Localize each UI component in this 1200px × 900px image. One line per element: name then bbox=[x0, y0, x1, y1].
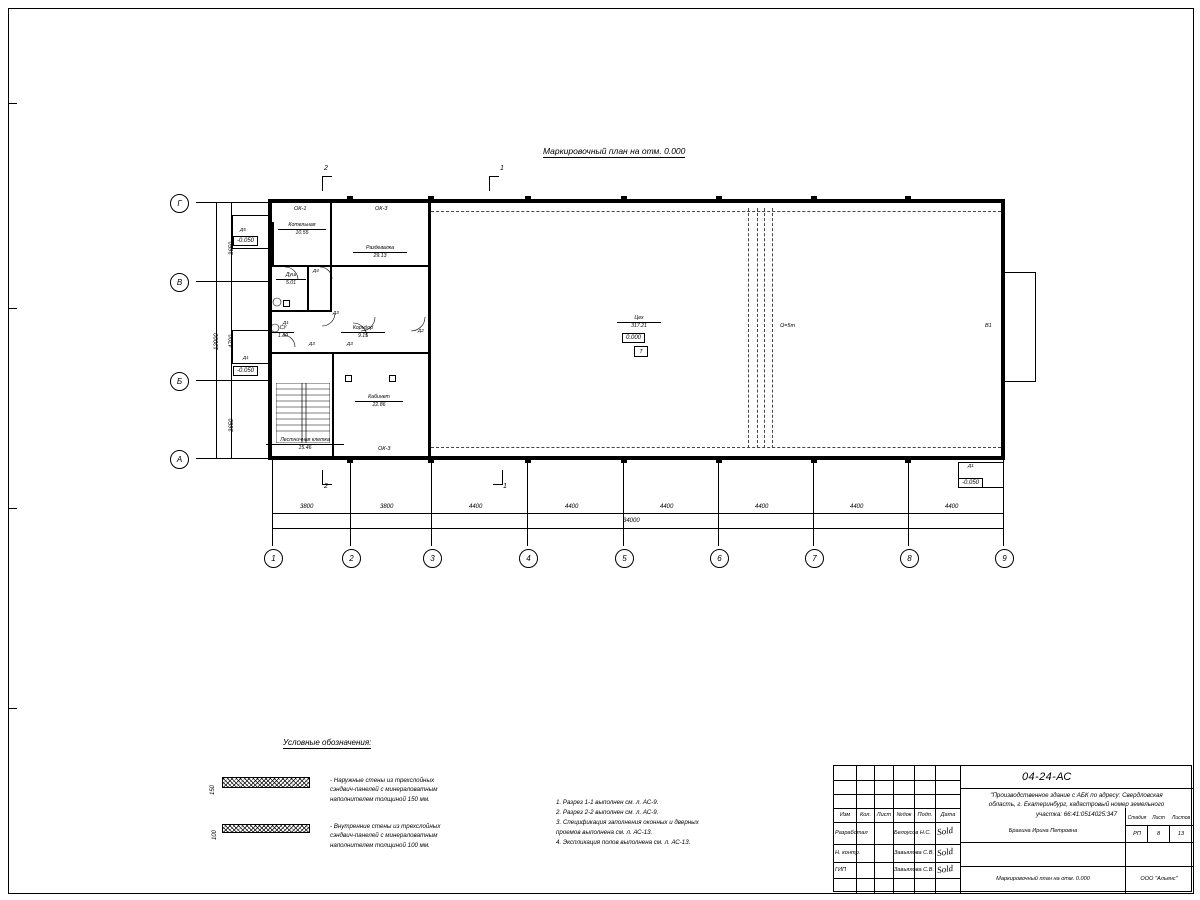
section-mark: 2 bbox=[324, 483, 328, 490]
column bbox=[621, 196, 627, 203]
col-kol: Кол. bbox=[860, 812, 871, 819]
door-marker: Д1 bbox=[283, 320, 289, 325]
dim-chain-h1 bbox=[272, 513, 1003, 514]
room-label: Лестничная клетка 15.46 bbox=[266, 437, 344, 452]
axis-bubble-b: Б bbox=[170, 372, 189, 391]
axis-line-8 bbox=[908, 460, 909, 546]
axis-line-7 bbox=[813, 460, 814, 546]
sheet-title: Маркировочный план на отм. 0.000 bbox=[996, 875, 1090, 882]
name-normcontrol: Завьялова С.В. bbox=[894, 849, 935, 856]
room-label: СУ 1.80 bbox=[272, 325, 294, 340]
axis-line-5 bbox=[623, 460, 624, 546]
column bbox=[525, 456, 531, 463]
section-line bbox=[322, 176, 323, 191]
legend-text-interior: - Внутренние стены из трехслойных сэндвич-панелей с минераловатным наполнителем толщиной 100 мм. bbox=[330, 823, 441, 849]
section-tick bbox=[493, 484, 503, 485]
signature-developer: Sold bbox=[936, 824, 954, 838]
section-line bbox=[489, 176, 490, 191]
dim-horizontal: 4400 bbox=[660, 504, 674, 510]
dash-crane-mid1 bbox=[757, 208, 758, 448]
wall-bottom bbox=[268, 456, 1005, 460]
plan-title: Маркировочный план на отм. 0.000 bbox=[543, 146, 686, 156]
axis-bubble-4: 4 bbox=[519, 549, 538, 568]
column bbox=[621, 456, 627, 463]
dash-line-bottom bbox=[431, 447, 1001, 448]
axis-bubble-v: В bbox=[170, 273, 189, 292]
level-mark: -0.050 bbox=[233, 236, 258, 246]
door-marker: Д1 bbox=[968, 463, 974, 468]
column-square bbox=[389, 375, 396, 382]
role-developer: Разработал bbox=[835, 829, 868, 836]
room-label: Раздевалка 29.13 bbox=[353, 245, 407, 260]
dim-vertical: 3650 bbox=[229, 241, 235, 255]
column bbox=[525, 196, 531, 203]
section-mark: 1 bbox=[503, 483, 507, 490]
level-mark: -0.050 bbox=[233, 366, 258, 376]
door-marker: Д3 bbox=[333, 310, 339, 315]
col-list: Лист bbox=[876, 812, 892, 819]
signature-gip: Sold bbox=[936, 862, 954, 876]
room-label: Коридор 9.15 bbox=[341, 325, 385, 340]
project-code: 04-24-АС bbox=[1022, 771, 1072, 783]
sheet-label: Лист bbox=[1152, 814, 1165, 821]
dash-line-top bbox=[431, 211, 1001, 212]
sheets-total-label: Листов bbox=[1171, 814, 1191, 821]
section-line bbox=[322, 470, 323, 485]
section-tick bbox=[489, 176, 499, 177]
dim-chain-h2 bbox=[272, 528, 1003, 529]
column-square bbox=[345, 375, 352, 382]
axis-line-9 bbox=[1003, 460, 1004, 546]
dim-horizontal: 3800 bbox=[380, 504, 394, 510]
dim-vertical: 4700 bbox=[229, 334, 235, 348]
name-gip: Завьялова С.В. bbox=[894, 867, 935, 874]
dim-chain-v1 bbox=[216, 202, 217, 458]
overhead-crane-marker: Ω=5m bbox=[780, 323, 796, 329]
axis-bubble-a: А bbox=[170, 450, 189, 469]
floor-type-marker: Т bbox=[634, 346, 648, 357]
col-izm: Изм bbox=[839, 812, 851, 819]
column bbox=[716, 196, 722, 203]
axis-line-1 bbox=[272, 460, 273, 546]
dim-tick bbox=[227, 380, 236, 381]
dim-tick bbox=[212, 458, 236, 459]
column bbox=[811, 196, 817, 203]
gate-marker: В1 bbox=[985, 323, 992, 329]
room-label: Цех 317.21 bbox=[617, 315, 661, 330]
stage-label: Стадия bbox=[1127, 814, 1147, 821]
axis-line-3 bbox=[431, 460, 432, 546]
column bbox=[811, 456, 817, 463]
door-marker: Д5 bbox=[240, 227, 246, 232]
section-mark: 1 bbox=[500, 165, 504, 172]
general-notes: 1. Разрез 1-1 выполнен см. л. АС-9. 2. Разрез 2-2 выполнен см. л. АС-9. 3. Спецификация заполнения оконных и дверных проемов выполнена см. л. АС-13. 4. Экспликация полов выполнена см. л. АС-13. bbox=[556, 799, 699, 847]
dash-crane-left bbox=[748, 208, 749, 448]
role-gip: ГИП bbox=[835, 867, 847, 874]
room-label: Котельная 10.55 bbox=[278, 222, 326, 237]
legend-thickness-exterior: 150 bbox=[210, 784, 216, 795]
axis-bubble-6: 6 bbox=[710, 549, 729, 568]
axis-bubble-8: 8 bbox=[900, 549, 919, 568]
gate-right-recess bbox=[1004, 272, 1036, 382]
axis-bubble-1: 1 bbox=[264, 549, 283, 568]
dim-tick bbox=[212, 202, 236, 203]
room-label: Душ 5.01 bbox=[276, 272, 306, 287]
dim-vertical: 3650 bbox=[229, 418, 235, 432]
dash-crane-right bbox=[772, 208, 773, 448]
legend-thickness-interior: 100 bbox=[212, 829, 218, 840]
level-mark: -0.050 bbox=[958, 478, 983, 488]
chief-name: Брагина Ирина Петровна bbox=[1008, 827, 1078, 834]
level-mark: 0.000 bbox=[622, 333, 645, 343]
legend-text-exterior: - Наружные стены из трехслойных сэндвич-панелей с минераловатным наполнителем толщиной 150 мм. bbox=[330, 777, 438, 803]
dim-horizontal: 3800 bbox=[300, 504, 314, 510]
dim-horizontal-total: 34000 bbox=[623, 518, 640, 524]
axis-bubble-3: 3 bbox=[423, 549, 442, 568]
name-developer: Белоусов Н.С. bbox=[894, 829, 932, 836]
section-tick bbox=[322, 176, 332, 177]
dim-horizontal: 4400 bbox=[850, 504, 864, 510]
window-marker-ok1: ОК-1 bbox=[294, 206, 307, 212]
door-marker: Д1 bbox=[243, 355, 249, 360]
door-marker: Д3 bbox=[347, 341, 353, 346]
window-marker-ok3-bottom: ОК-3 bbox=[378, 446, 391, 452]
stage-value: РП bbox=[1133, 830, 1141, 837]
axis-line-2 bbox=[350, 460, 351, 546]
axis-line-6 bbox=[718, 460, 719, 546]
door-marker: Д3 bbox=[309, 341, 315, 346]
axis-bubble-7: 7 bbox=[805, 549, 824, 568]
room-label: Кабинет 22.86 bbox=[355, 394, 403, 409]
staircase bbox=[276, 383, 330, 443]
dim-horizontal: 4400 bbox=[469, 504, 483, 510]
axis-bubble-5: 5 bbox=[615, 549, 634, 568]
col-data: Дата bbox=[940, 812, 956, 819]
door-marker: Д2 bbox=[418, 328, 424, 333]
section-mark: 2 bbox=[324, 165, 328, 172]
col-podp: Подп. bbox=[917, 812, 933, 819]
axis-bubble-9: 9 bbox=[995, 549, 1014, 568]
dim-tick bbox=[227, 281, 236, 282]
dim-horizontal: 4400 bbox=[755, 504, 769, 510]
column bbox=[905, 196, 911, 203]
role-normcontrol: Н. контр. bbox=[835, 849, 861, 856]
signature-normcontrol: Sold bbox=[936, 845, 954, 859]
dim-horizontal: 4400 bbox=[565, 504, 579, 510]
dash-crane-mid2 bbox=[764, 208, 765, 448]
axis-bubble-2: 2 bbox=[342, 549, 361, 568]
dim-horizontal: 4400 bbox=[945, 504, 959, 510]
dim-vertical-total: 12000 bbox=[214, 333, 220, 350]
sheet-value: 8 bbox=[1156, 830, 1161, 837]
axis-bubble-g: Г bbox=[170, 194, 189, 213]
col-ndok: №док bbox=[896, 812, 912, 819]
door-marker: Д4 bbox=[313, 268, 319, 273]
sheets-total-value: 13 bbox=[1177, 830, 1185, 837]
axis-line-4 bbox=[527, 460, 528, 546]
column bbox=[716, 456, 722, 463]
legend-swatch-exterior-wall bbox=[222, 777, 310, 788]
legend-title: Условные обозначения: bbox=[283, 738, 372, 747]
company-name: ООО "Альянс" bbox=[1140, 875, 1178, 882]
title-block bbox=[833, 765, 1192, 892]
window-marker-ok3-top: ОК-3 bbox=[375, 206, 388, 212]
legend-swatch-interior-wall bbox=[222, 824, 310, 833]
object-description: "Производственное здание с АБК по адресу: Свердловская область, г. Екатеринбург, кадастровый номер земельного участка: 66:41:0514025:347 bbox=[988, 792, 1165, 818]
